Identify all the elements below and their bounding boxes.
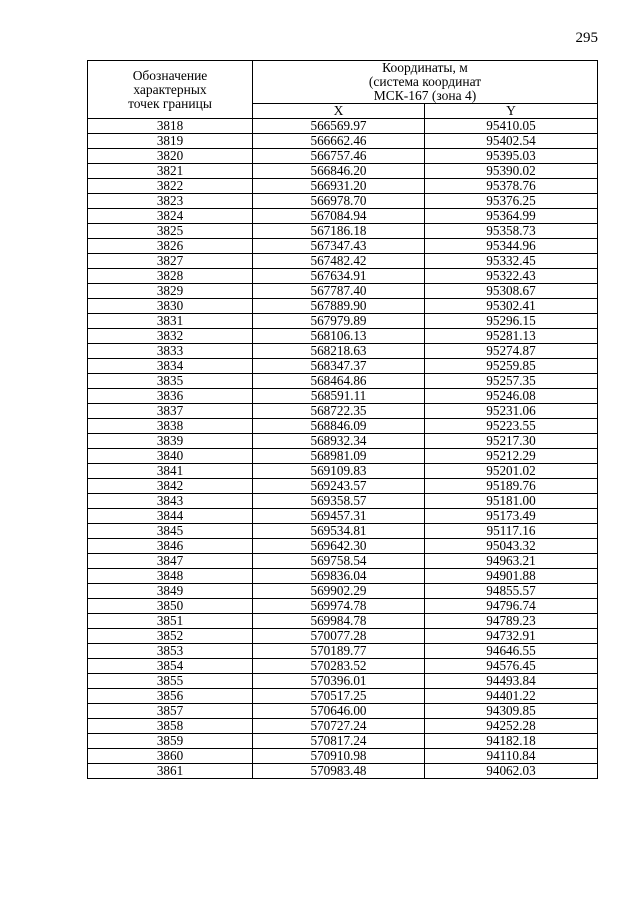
- y-coordinate-cell: 95189.76: [425, 479, 598, 494]
- x-coordinate-cell: 570517.25: [253, 689, 425, 704]
- table-row: [88, 149, 598, 164]
- point-header-line: характерных: [133, 81, 207, 97]
- table-body: [88, 119, 598, 779]
- point-id-cell: 3837: [88, 404, 253, 419]
- point-id-cell: 3855: [88, 674, 253, 689]
- point-id-cell: 3839: [88, 434, 253, 449]
- x-coordinate-cell: 569457.31: [253, 509, 425, 524]
- point-id-cell: 3818: [88, 119, 253, 134]
- point-id-cell: 3844: [88, 509, 253, 524]
- point-id-cell: 3828: [88, 269, 253, 284]
- y-coordinate-cell: 95274.87: [425, 344, 598, 359]
- y-coordinate-cell: 94182.18: [425, 734, 598, 749]
- y-coordinate-cell: 94646.55: [425, 644, 598, 659]
- y-coordinate-cell: 94309.85: [425, 704, 598, 719]
- point-id-cell: 3833: [88, 344, 253, 359]
- x-coordinate-cell: 568846.09: [253, 419, 425, 434]
- y-coordinate-cell: 95281.13: [425, 329, 598, 344]
- x-coordinate-cell: 568981.09: [253, 449, 425, 464]
- table-row: [88, 359, 598, 374]
- x-coordinate-cell: 566978.70: [253, 194, 425, 209]
- x-coordinate-cell: 570646.00: [253, 704, 425, 719]
- table-row: [88, 164, 598, 179]
- y-coordinate-cell: 94963.21: [425, 554, 598, 569]
- point-id-cell: 3852: [88, 629, 253, 644]
- y-coordinate-cell: 95223.55: [425, 419, 598, 434]
- table-row: [88, 569, 598, 584]
- y-coordinate-cell: 95181.00: [425, 494, 598, 509]
- table-row: [88, 194, 598, 209]
- table-row: [88, 689, 598, 704]
- point-id-cell: 3835: [88, 374, 253, 389]
- x-coordinate-cell: 569836.04: [253, 569, 425, 584]
- table-row: [88, 554, 598, 569]
- x-coordinate-cell: 568932.34: [253, 434, 425, 449]
- y-coordinate-cell: 94110.84: [425, 749, 598, 764]
- y-coordinate-cell: 94789.23: [425, 614, 598, 629]
- table-row: [88, 434, 598, 449]
- y-coordinate-cell: 95332.45: [425, 254, 598, 269]
- point-id-cell: 3825: [88, 224, 253, 239]
- y-coordinate-cell: 95308.67: [425, 284, 598, 299]
- x-coordinate-cell: 567979.89: [253, 314, 425, 329]
- x-coordinate-cell: 567482.42: [253, 254, 425, 269]
- x-coordinate-cell: 570983.48: [253, 764, 425, 779]
- table-row: [88, 599, 598, 614]
- x-coordinate-cell: 566569.97: [253, 119, 425, 134]
- point-id-cell: 3829: [88, 284, 253, 299]
- table-row: [88, 239, 598, 254]
- table-row: [88, 389, 598, 404]
- table-row: [88, 644, 598, 659]
- y-coordinate-cell: 95378.76: [425, 179, 598, 194]
- y-coordinate-cell: 95201.02: [425, 464, 598, 479]
- table-row: [88, 539, 598, 554]
- x-coordinate-cell: 567787.40: [253, 284, 425, 299]
- x-coordinate-cell: 569758.54: [253, 554, 425, 569]
- table-row: [88, 734, 598, 749]
- x-coordinate-cell: 567889.90: [253, 299, 425, 314]
- point-header-line: точек границы: [128, 95, 212, 111]
- x-coordinate-cell: 569534.81: [253, 524, 425, 539]
- x-coordinate-cell: 570077.28: [253, 629, 425, 644]
- point-id-cell: 3841: [88, 464, 253, 479]
- x-coordinate-cell: 569109.83: [253, 464, 425, 479]
- x-coordinate-cell: 570727.24: [253, 719, 425, 734]
- y-coordinate-cell: 95410.05: [425, 119, 598, 134]
- table-row: [88, 284, 598, 299]
- x-coordinate-cell: 568106.13: [253, 329, 425, 344]
- x-coordinate-cell: 566846.20: [253, 164, 425, 179]
- y-coordinate-cell: 95344.96: [425, 239, 598, 254]
- x-coordinate-cell: 569974.78: [253, 599, 425, 614]
- y-column-header: Y: [425, 104, 598, 119]
- page-number: 295: [575, 30, 598, 46]
- y-coordinate-cell: 95402.54: [425, 134, 598, 149]
- point-id-cell: 3849: [88, 584, 253, 599]
- x-coordinate-cell: 567084.94: [253, 209, 425, 224]
- x-coordinate-cell: 567186.18: [253, 224, 425, 239]
- y-coordinate-cell: 95117.16: [425, 524, 598, 539]
- table-row: [88, 704, 598, 719]
- table-row: [88, 419, 598, 434]
- table-row: [88, 614, 598, 629]
- table-row: [88, 464, 598, 479]
- y-coordinate-cell: 94493.84: [425, 674, 598, 689]
- x-coordinate-cell: 568722.35: [253, 404, 425, 419]
- x-coordinate-cell: 569984.78: [253, 614, 425, 629]
- table-row: [88, 749, 598, 764]
- point-id-cell: 3821: [88, 164, 253, 179]
- table-row: [88, 119, 598, 134]
- y-coordinate-cell: 95302.41: [425, 299, 598, 314]
- x-coordinate-cell: 570910.98: [253, 749, 425, 764]
- x-coordinate-cell: 570283.52: [253, 659, 425, 674]
- y-coordinate-cell: 95358.73: [425, 224, 598, 239]
- y-coordinate-cell: 95257.35: [425, 374, 598, 389]
- table-row: [88, 179, 598, 194]
- table-row: [88, 134, 598, 149]
- point-id-cell: 3827: [88, 254, 253, 269]
- y-coordinate-cell: 94062.03: [425, 764, 598, 779]
- x-coordinate-cell: 569642.30: [253, 539, 425, 554]
- x-coordinate-cell: 570817.24: [253, 734, 425, 749]
- point-id-cell: 3850: [88, 599, 253, 614]
- table-row: [88, 314, 598, 329]
- y-coordinate-cell: 94252.28: [425, 719, 598, 734]
- point-id-cell: 3861: [88, 764, 253, 779]
- table-row: [88, 329, 598, 344]
- y-coordinate-cell: 95217.30: [425, 434, 598, 449]
- point-id-cell: 3826: [88, 239, 253, 254]
- table-row: [88, 449, 598, 464]
- point-id-cell: 3860: [88, 749, 253, 764]
- point-id-cell: 3838: [88, 419, 253, 434]
- table-row: [88, 764, 598, 779]
- coordinates-table: [87, 60, 598, 779]
- point-id-cell: 3845: [88, 524, 253, 539]
- table-row: [88, 344, 598, 359]
- y-coordinate-cell: 94732.91: [425, 629, 598, 644]
- x-coordinate-cell: 569902.29: [253, 584, 425, 599]
- point-id-cell: 3854: [88, 659, 253, 674]
- x-coordinate-cell: 569243.57: [253, 479, 425, 494]
- point-id-cell: 3836: [88, 389, 253, 404]
- y-coordinate-cell: 94796.74: [425, 599, 598, 614]
- x-coordinate-cell: 567634.91: [253, 269, 425, 284]
- table-row: [88, 719, 598, 734]
- table-row: [88, 224, 598, 239]
- table-row: [88, 584, 598, 599]
- table-row: [88, 209, 598, 224]
- x-coordinate-cell: 570189.77: [253, 644, 425, 659]
- point-id-cell: 3822: [88, 179, 253, 194]
- table-row: [88, 629, 598, 644]
- table-row: [88, 254, 598, 269]
- y-coordinate-cell: 95231.06: [425, 404, 598, 419]
- y-coordinate-cell: 95043.32: [425, 539, 598, 554]
- y-coordinate-cell: 95296.15: [425, 314, 598, 329]
- y-coordinate-cell: 95246.08: [425, 389, 598, 404]
- y-coordinate-cell: 95364.99: [425, 209, 598, 224]
- y-coordinate-cell: 94576.45: [425, 659, 598, 674]
- point-id-cell: 3858: [88, 719, 253, 734]
- x-coordinate-cell: 568464.86: [253, 374, 425, 389]
- x-coordinate-cell: 568218.63: [253, 344, 425, 359]
- x-coordinate-cell: 566662.46: [253, 134, 425, 149]
- point-id-cell: 3820: [88, 149, 253, 164]
- coords-header-line: Координаты, м: [382, 60, 468, 75]
- table-row: [88, 404, 598, 419]
- x-coordinate-cell: 570396.01: [253, 674, 425, 689]
- point-id-cell: 3819: [88, 134, 253, 149]
- y-coordinate-cell: 95322.43: [425, 269, 598, 284]
- y-coordinate-cell: 95259.85: [425, 359, 598, 374]
- x-coordinate-cell: 567347.43: [253, 239, 425, 254]
- point-id-cell: 3830: [88, 299, 253, 314]
- point-header-line: Обозначение: [132, 67, 208, 83]
- table-header: [88, 61, 598, 119]
- table-row: [88, 374, 598, 389]
- y-coordinate-cell: 94855.57: [425, 584, 598, 599]
- point-id-cell: 3823: [88, 194, 253, 209]
- coords-header-line: МСК-167 (зона 4): [373, 88, 477, 103]
- table-row: [88, 524, 598, 539]
- x-coordinate-cell: 566931.20: [253, 179, 425, 194]
- y-coordinate-cell: 95173.49: [425, 509, 598, 524]
- table-row: [88, 509, 598, 524]
- table-row: [88, 674, 598, 689]
- point-id-cell: 3824: [88, 209, 253, 224]
- point-id-cell: 3848: [88, 569, 253, 584]
- table-row: [88, 299, 598, 314]
- y-coordinate-cell: 94401.22: [425, 689, 598, 704]
- coords-header-line: (система координат: [368, 74, 482, 89]
- point-id-cell: 3857: [88, 704, 253, 719]
- point-id-cell: 3853: [88, 644, 253, 659]
- point-id-cell: 3831: [88, 314, 253, 329]
- y-coordinate-cell: 95390.02: [425, 164, 598, 179]
- x-coordinate-cell: 569358.57: [253, 494, 425, 509]
- point-id-cell: 3843: [88, 494, 253, 509]
- x-coordinate-cell: 568591.11: [253, 389, 425, 404]
- point-id-cell: 3847: [88, 554, 253, 569]
- point-id-cell: 3834: [88, 359, 253, 374]
- table-row: [88, 479, 598, 494]
- point-id-cell: 3859: [88, 734, 253, 749]
- point-id-cell: 3851: [88, 614, 253, 629]
- point-id-cell: 3832: [88, 329, 253, 344]
- x-coordinate-cell: 568347.37: [253, 359, 425, 374]
- point-id-cell: 3856: [88, 689, 253, 704]
- header-row: [88, 61, 598, 104]
- y-coordinate-cell: 94901.88: [425, 569, 598, 584]
- y-coordinate-cell: 95395.03: [425, 149, 598, 164]
- y-coordinate-cell: 95212.29: [425, 449, 598, 464]
- x-column-header: X: [253, 104, 425, 119]
- point-id-cell: 3840: [88, 449, 253, 464]
- point-id-cell: 3846: [88, 539, 253, 554]
- point-id-cell: 3842: [88, 479, 253, 494]
- point-designation-header: [88, 61, 253, 119]
- x-coordinate-cell: 566757.46: [253, 149, 425, 164]
- y-coordinate-cell: 95376.25: [425, 194, 598, 209]
- table-row: [88, 269, 598, 284]
- coordinates-header: [253, 61, 598, 104]
- table-row: [88, 494, 598, 509]
- table-row: [88, 659, 598, 674]
